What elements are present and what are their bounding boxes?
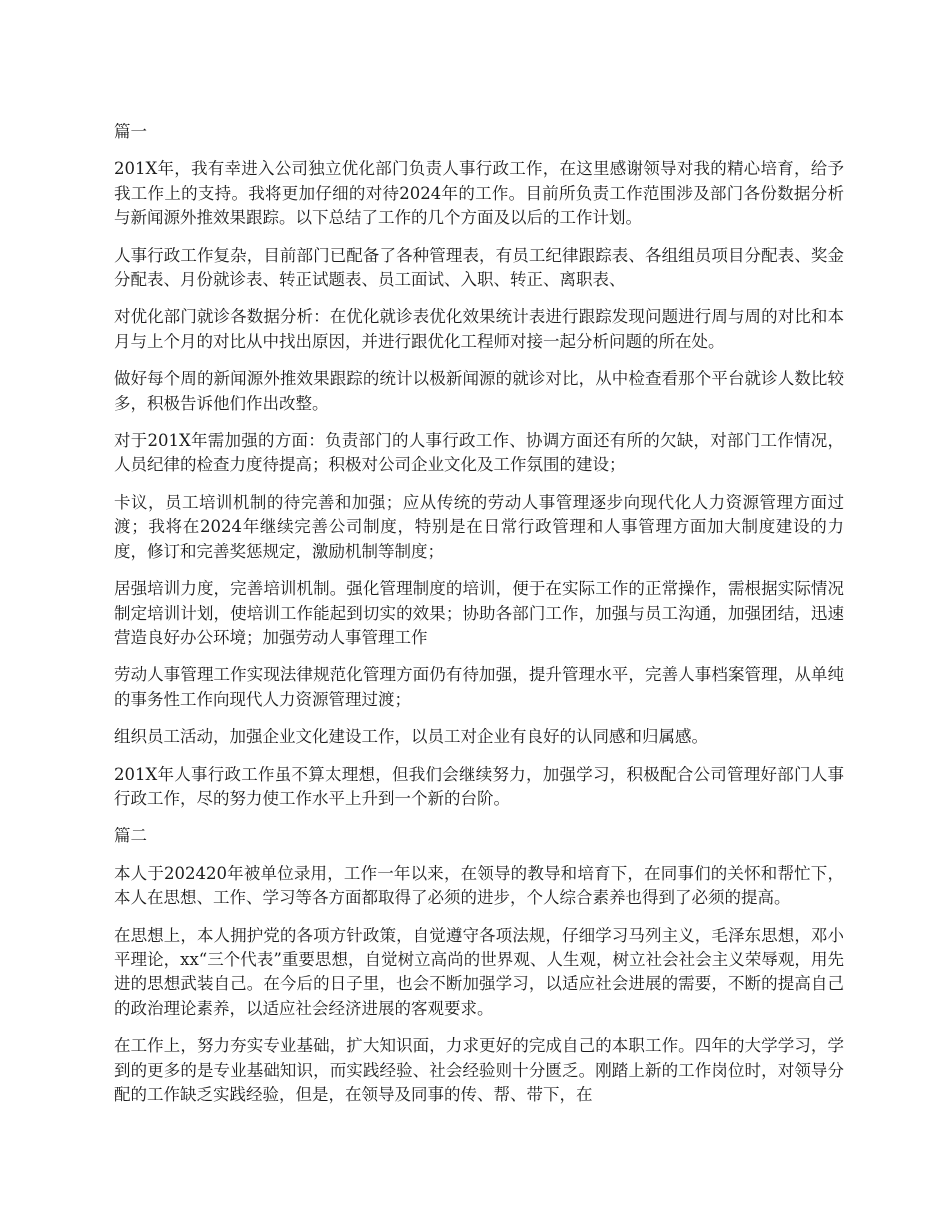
section-2: [114, 824, 844, 1107]
paragraph: 对于201X年需加强的方面：负责部门的人事行政工作、协调方面还有所的欠缺，对部门工作情况，人员纪律的检查力度待提高；积极对公司企业文化及工作氛围的建设；: [114, 431, 844, 475]
paragraph: 卡议，员工培训机制的待完善和加强；应从传统的劳动人事管理逐步向现代化人力资源管理方面过渡；我将在2024年继续完善公司制度，特别是在日常行政管理和人事管理方面加大制度建设的力度，修订和完善奖惩规定，激励机制等制度；: [114, 492, 844, 561]
paragraph: 本人于202420年被单位录用，工作一年以来，在领导的教导和培育下，在同事们的关怀和帮忙下，本人在思想、工作、学习等各方面都取得了必须的进步，个人综合素养也得到了必须的提高。: [114, 863, 844, 908]
paragraph: 对优化部门就诊各数据分析：在优化就诊表优化效果统计表进行跟踪发现问题进行周与周的对比和本月与上个月的对比从中找出原因，并进行跟优化工程师对接一起分析问题的所在处。: [114, 307, 844, 351]
paragraph: 在工作上，努力夯实专业基础，扩大知识面，力求更好的完成自己的本职工作。四年的大学学习，学到的更多的是专业基础知识，而实践经验、社会经验则十分匮乏。刚踏上新的工作岗位时，对领导分配的工作缺乏实践经验，但是，在领导及同事的传、帮、带下，在: [114, 1036, 844, 1104]
section-title: 篇二: [114, 826, 147, 846]
paragraph: 组织员工活动，加强企业文化建设工作，以员工对企业有良好的认同感和归属感。: [114, 727, 708, 747]
paragraph: 做好每个周的新闻源外推效果跟踪的统计以极新闻源的就诊对比，从中检查看那个平台就诊人数比较多，积极告诉他们作出改整。: [114, 369, 844, 413]
section-title: 篇一: [114, 122, 147, 141]
paragraph: 劳动人事管理工作实现法律规范化管理方面仍有待加强，提升管理水平，完善人事档案管理，从单纯的事务性工作向现代人力资源管理过渡；: [114, 665, 844, 709]
paragraph: 201X年，我有幸进入公司独立优化部门负责人事行政工作，在这里感谢领导对我的精心培育，给予我工作上的支持。我将更加仔细的对待2024年的工作。目前所负责工作范围涉及部门各份数据分析与新闻源外推效果跟踪。以下总结了工作的几个方面及以后的工作计划。: [114, 159, 844, 228]
document-page: [114, 120, 844, 1120]
section-1: [114, 120, 844, 811]
paragraph: 人事行政工作复杂，目前部门已配备了各种管理表，有员工纪律跟踪表、各组组员项目分配表、奖金分配表、月份就诊表、转正试题表、员工面试、入职、转正、离职表、: [114, 245, 844, 290]
paragraph: 在思想上，本人拥护党的各项方针政策，自觉遵守各项法规，仔细学习马列主义，毛泽东思想，邓小平理论，xx“三个代表”重要思想，自觉树立高尚的世界观、人生观，树立社会社会主义荣辱观，用先进的思想武装自己。在今后的日子里，也会不断加强学习，以适应社会进展的需要，不断的提高自己的政治理论素养，以适应社会经济进展的客观要求。: [114, 925, 844, 1018]
paragraph: 201X年人事行政工作虽不算太理想，但我们会继续努力，加强学习，积极配合公司管理好部门人事行政工作，尽的努力使工作水平上升到一个新的台阶。: [114, 764, 844, 808]
paragraph: 居强培训力度，完善培训机制。强化管理制度的培训，便于在实际工作的正常操作，需根据实际情况制定培训计划，使培训工作能起到切实的效果；协助各部门工作，加强与员工沟通，加强团结，迅速营造良好办公环境；加强劳动人事管理工作: [114, 579, 844, 647]
